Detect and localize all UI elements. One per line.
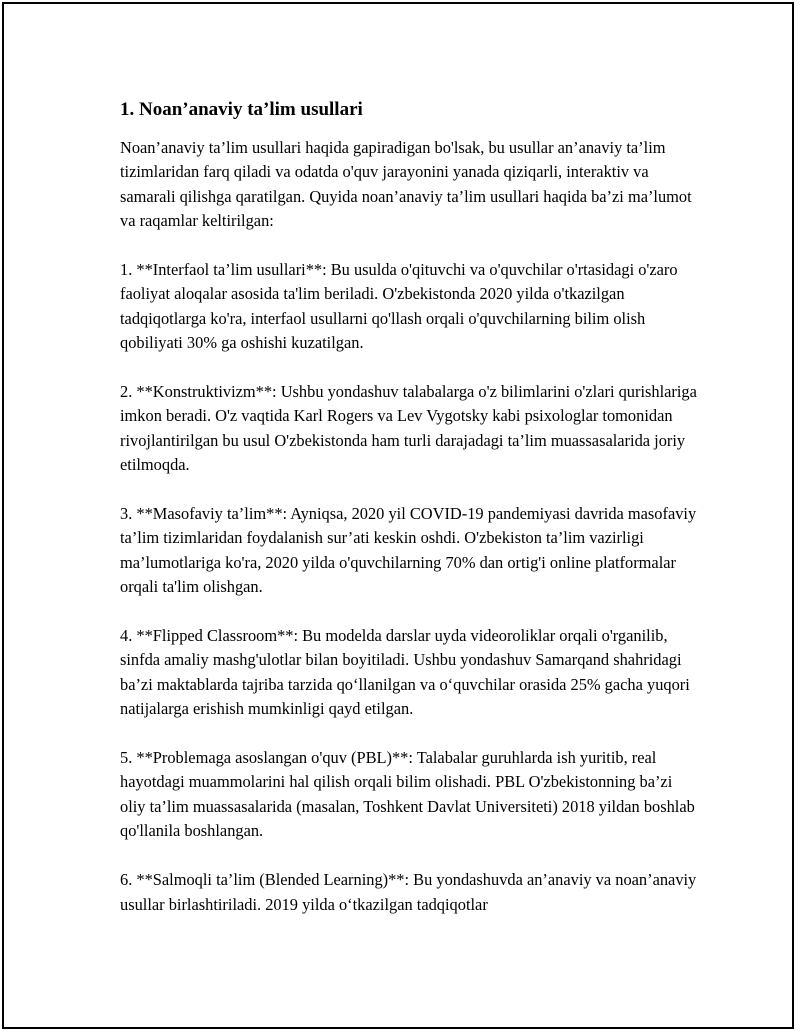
document-body bbox=[120, 96, 700, 941]
paragraph-blended-learning: 6. **Salmoqli ta’lim (Blended Learning)**: Bu yondashuvda an’anaviy va noan’anaviy usullar birlashtiriladi. 2019 yilda o‘tkazilgan tadqiqotlar bbox=[120, 870, 697, 914]
paragraph-interactive-learning: 1. **Interfaol ta’lim usullari**: Bu usulda o'qituvchi va o'quvchilar o'rtasidagi o'zaro faoliyat aloqalar asosida ta'lim beriladi. O'zbekistonda 2020 yilda o'tkazilgan tadqiqotlarga ko'ra, interfaol usullarni qo'llash orqali o'quvchilarning bilim olish qobiliyati 30% ga oshishi kuzatilgan. bbox=[120, 260, 678, 353]
paragraph-problem-based-learning: 5. **Problemaga asoslangan o'quv (PBL)**: Talabalar guruhlarda ish yuritib, real hayotdagi muammolarini hal qilish orqali bilim olishadi. PBL O'zbekistonning ba’zi oliy ta’lim muassasalarida (masalan, Toshkent Davlat Universiteti) 2018 yildan boshlab qo'llanila boshlangan. bbox=[120, 748, 695, 841]
paragraph-distance-learning: 3. **Masofaviy ta’lim**: Ayniqsa, 2020 yil COVID-19 pandemiyasi davrida masofaviy ta’lim tizimlaridan foydalanish sur’ati keskin oshdi. O'zbekiston ta’lim vazirligi ma’lumotlariga ko'ra, 2020 yilda o'quvchilarning 70% dan ortig'i online platformalar orqali ta'lim olishgan. bbox=[120, 504, 697, 597]
section-heading: 1. Noan’anaviy ta’lim usullari bbox=[120, 99, 363, 120]
intro-paragraph: Noan’anaviy ta’lim usullari haqida gapiradigan bo'lsak, bu usullar an’anaviy ta’lim tizimlaridan farq qiladi va odatda o'quv jarayonini yanada qiziqarli, interaktiv va samarali qilishga qaratilgan. Quyida noan’anaviy ta’lim usullari haqida ba’zi ma’lumot va raqamlar keltirilgan: bbox=[120, 138, 692, 231]
paragraph-flipped-classroom: 4. **Flipped Classroom**: Bu modelda darslar uyda videoroliklar orqali o'rganilib, sinfda amaliy mashg'ulotlar bilan boyitiladi. Ushbu yondashuv Samarqand shahridagi ba’zi maktablarda tajriba tarzida qo‘llanilgan va o‘quvchilar orasida 25% gacha yuqori natijalarga erishish mumkinligi qayd etilgan. bbox=[120, 626, 690, 719]
paragraph-constructivism: 2. **Konstruktivizm**: Ushbu yondashuv talabalarga o'z bilimlarini o'zlari qurishlariga imkon beradi. O'z vaqtida Karl Rogers va Lev Vygotsky kabi psixologlar tomonidan rivojlantirilgan bu usul O'zbekistonda ham turli darajadagi ta’lim muassasalarida joriy etilmoqda. bbox=[120, 382, 697, 475]
page-frame bbox=[2, 2, 794, 1029]
